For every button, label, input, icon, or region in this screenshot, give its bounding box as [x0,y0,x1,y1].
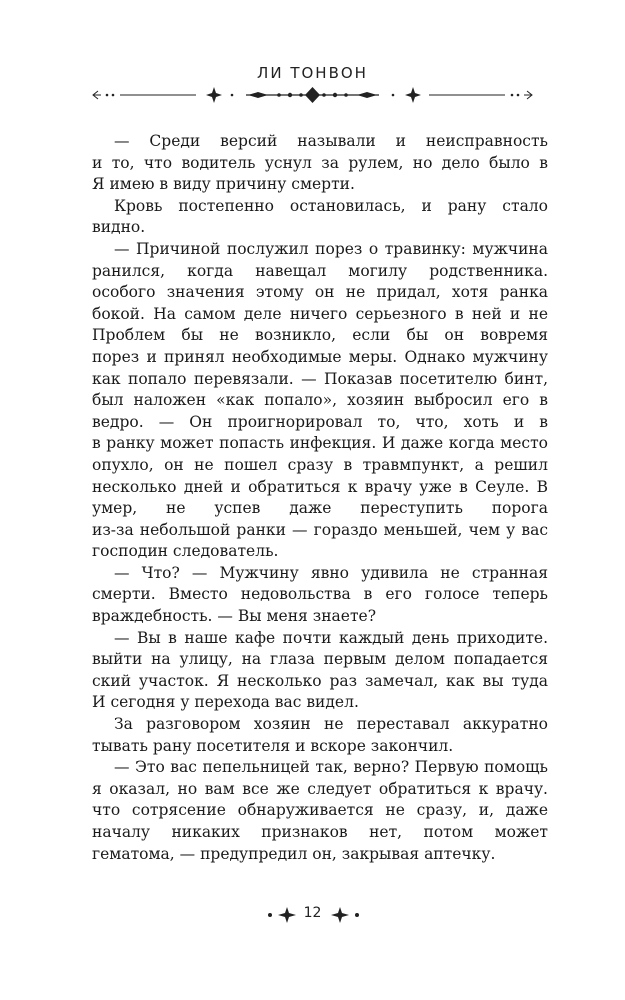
text-line: — Вы в наше кафе почти каждый день приходите. [114,628,548,647]
text-line: выйти на улицу, на глаза первым делом попадается [92,650,548,669]
text-line: Проблем бы не возникло, если бы он вовремя [92,326,548,345]
text-line: ведро. — Он проигнорировал то, что, хоть и в [92,412,548,431]
text-line: враждебность. — Вы меня знаете? [92,607,377,626]
text-line: и то, что водитель уснул за рулем, но дело было в [92,153,548,172]
text-line: бокой. На самом деле ничего серьезного в ней и не [92,304,548,323]
text-line: видно. [92,218,146,237]
text-line: Кровь постепенно остановилась, и рану стало [114,196,548,215]
text-line: — Это вас пепельницей так, верно? Первую помощь [114,758,548,777]
running-head-title: ЛИ ТОНВОН [257,64,368,82]
decorative-flourish-icon [0,84,625,106]
text-line: началу никаких признаков нет, потом может [92,823,548,841]
text-line: — Причиной послужил порез о травинку: мужчина [114,239,548,258]
text-line: — Что? — Мужчину явно удивила не странная [114,563,548,582]
text-line: И сегодня у перехода вас видел. [92,693,359,712]
text-line: несколько дней и обратиться к врачу уже в Сеуле. В [92,477,548,496]
page-number: 12 [303,905,322,921]
text-line: я оказал, но вам все же следует обратиться к врачу. [92,779,548,798]
text-line: как попало перевязали. — Показав посетителю бинт, [92,369,548,388]
body-text [92,131,548,865]
text-line: За разговором хозяин не переставал аккуратно [114,715,548,734]
text-line: опухло, он не пошел сразу в травмпункт, а решил [92,455,548,474]
text-line: тывать рану посетителя и вскоре закончил. [92,736,454,755]
text-line: — Среди версий называли и неисправность [114,132,548,150]
text-line: гематома, — предупредил он, закрывая аптечку. [92,844,496,863]
text-line: Я имею в виду причину смерти. [92,175,355,194]
text-line: был наложен «как попало», хозяин выбросил его в [92,391,548,410]
text-line: ский участок. Я несколько раз замечал, как вы туда [92,671,548,690]
text-line: из-за небольшой ранки — гораздо меньшей, чем у вас [92,520,548,539]
text-line: что сотрясение обнаруживается не сразу, и, даже [92,801,548,820]
text-line: порез и принял необходимые меры. Однако мужчину [92,347,548,366]
page-footer [0,903,625,927]
text-line: в ранку может попасть инфекция. И даже когда место [92,434,548,453]
text-line: умер, не успев даже переступить порога [92,499,548,518]
text-line: смерти. Вместо недовольства в его голосе теперь [92,585,548,604]
text-line: особого значения этому он не придал, хотя ранка [92,283,548,302]
text-line: ранился, когда навещал могилу родственника. [92,261,548,280]
text-line: господин следователь. [92,542,279,561]
